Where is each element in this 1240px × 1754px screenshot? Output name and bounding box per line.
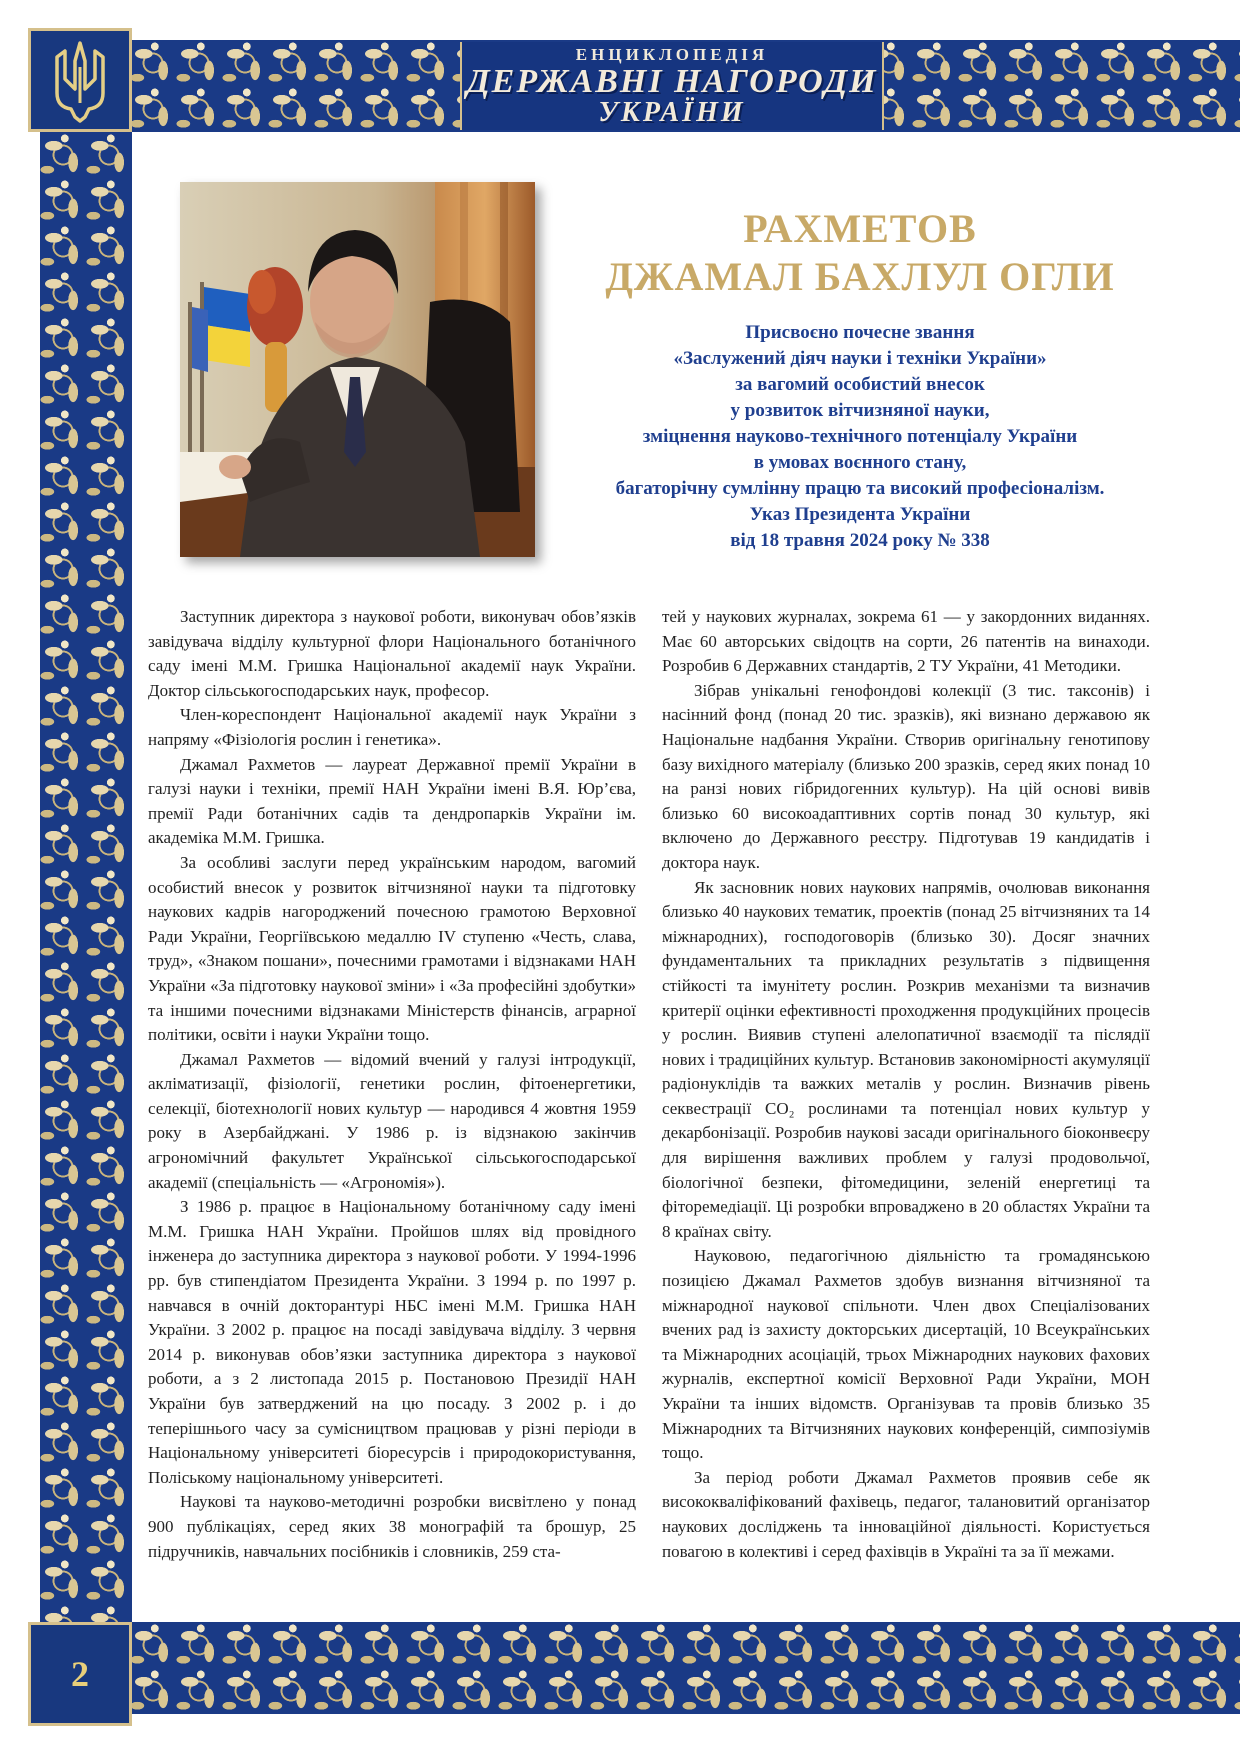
paragraph: Наукові та науково-методичні розробки висвітлено у понад 900 публікаціях, серед яких 38 монографій та брошур, 25 підручників, навчальних посібників і словників, 259 ста- [148,1492,636,1561]
award-line: Присвоєно почесне звання [745,322,975,343]
award-line: «Заслужений діяч науки і техніки України» [673,348,1047,369]
paragraph: Член-кореспондент Національної академії наук України з напряму «Фізіологія рослин і генетика». [148,705,636,749]
award-line: у розвиток вітчизняної науки, [730,400,990,421]
person-surname: РАХМЕТОВ [743,206,977,251]
award-line: багаторічну сумлінну працю та високий професіоналізм. [615,478,1105,499]
header-title-line1: ДЕРЖАВНІ НАГОРОДИ [466,63,878,100]
paragraph: Заступник директора з наукової роботи, виконувач обов’язків завідувача відділу культурної флори Національного ботанічного саду імені М.М. Гришка Національної академії наук України. Доктор сільськогосподарських наук, професор. [148,607,636,700]
header-series: ЕНЦИКЛОПЕДІЯ [575,45,769,64]
award-line: від 18 травня 2024 року № 338 [730,530,990,551]
award-line: за вагомий особистий внесок [735,374,985,395]
person-given-name: ДЖАМАЛ БАХЛУЛ ОГЛИ [605,254,1115,299]
award-line: Указ Президента України [749,504,971,525]
award-line: зміцнення науково-технічного потенціалу України [642,426,1078,447]
paragraph-continued: тей у наукових журналах, зокрема 61 — у закордонних виданнях. Має 60 авторських свідоцтв на сорти, 26 патентів на винаходи. Розробив 6 Державних стандартів, 2 ТУ України, 41 Методики. [662,607,1150,676]
paragraph: Як засновник нових наукових напрямів, очолював виконання близько 40 наукових тематик, проектів (понад 25 вітчизняних та 14 міжнародних), господоговорів (близько 30). Досяг значних фундаментальних та прикладних результатів з підвищення стійкості та імунітету рослин. Розкрив механізми та визначив критерії оцінки ефективності проходження продукційних процесів у рослин. Виявив ступені алелопатичної взаємодії та післядії нових і традиційних культур. Встановив закономірності акумуляції радіонуклідів та важких металів у рослин. Визначив рівень секвестрації CO₂ рослинами та потенціал нових культур у декарбонізації. Розробив наукові засади оригінального біоконвеєру для вирішення важливих проблем у галузі продовольчої, біологічної безпеки, фітомедицини, зеленій енергетиці та фіторемедіації. Ці розробки впроваджено в 20 областях України та 8 країнах світу. [662,877,1150,1241]
paragraph: Джамал Рахметов — відомий вчений у галузі інтродукції, акліматизації, фізіології, генетики рослин, фітоенергетики, селекції, біотехнології нових культур — народився 4 жовтня 1959 року в Азербайджані. У 1986 р. із відзнакою закінчив агрономічний факультет Української сільськогосподарської академії (спеціальність — «Агрономія»). [148,1049,636,1192]
paragraph: Джамал Рахметов — лауреат Державної премії України в галузі науки і техніки, премії НАН України імені В.Я. Юр’єва, премії Ради ботанічних садів та дендропарків України ім. академіка М.М. Гришка. [148,754,636,848]
person-name [580,205,1140,301]
encyclopedia-header [460,42,884,130]
page-number-box [28,1622,132,1726]
paragraph: Науковою, педагогічною діяльністю та громадянською позицією Джамал Рахметов здобув визнання вітчизняної та міжнародної наукової спільноти. Член двох Спеціалізованих вчених рад із захисту докторських дисертацій, 10 Всеукраїнських та Міжнародних асоціацій, трьох Міжнародних наукових фахових журналів, експертної комісії Верховної Ради України, МОН України та інших відомств. Організував та провів близько 35 Міжнародних та Вітчизняних наукових конференцій, симпозіумів тощо. [662,1246,1150,1463]
paragraph: За період роботи Джамал Рахметов проявив себе як висококваліфікований фахівець, педагог, талановитий організатор наукових досліджень та інноваційної діяльності. Користується повагою в колективі і серед фахівців в Україні та за її межами. [662,1467,1150,1561]
body-column-left [148,605,636,1564]
trident-icon [49,37,111,123]
left-ornament-band [40,40,132,1714]
award-text [580,320,1140,554]
award-line: в умовах воєнного стану, [753,452,967,473]
bottom-ornament-band [130,1622,1240,1714]
page-number: 2 [71,1654,89,1694]
header-title-line2: УКРАЇНИ [598,97,746,128]
portrait-photo [180,182,535,557]
paragraph: З 1986 р. працює в Національному ботанічному саду імені М.М. Гришка НАН України. Пройшов шлях від провідного інженера до заступника директора з наукової роботи. У 1994-1996 рр. був стипендіатом Президента України. З 1994 р. по 1997 р. навчався в очній докторантурі НБС імені М.М. Гришка НАН України. З 2002 р. працює на посаді завідувача відділу. З червня 2014 р. виконував обов’язки заступника директора з наукової роботи, а з 2 листопада 2015 р. Постановою Президії НАН України був затверджений на цю посаду. З 2002 р. і до теперішнього часу за сумісництвом працював у різні періоди в Національному університеті біоресурсів і природокористування, Поліському національному університеті. [148,1197,636,1487]
paragraph: Зібрав унікальні генофондові колекції (3 тис. таксонів) і насінний фонд (понад 20 тис. зразків), які визнано державою як Національне надбання України. Створив оригінальну генотипову базу вихідного матеріалу (близько 200 зразків, серед яких понад 10 на ранзі нових гібридогенних культур). На цій основі вивів близько 60 високоадаптивних сортів понад 30 культур, які включено до Державного реєстру. Підготував 19 кандидатів і доктора наук. [662,680,1150,872]
crest-box [28,28,132,132]
paragraph: За особливі заслуги перед українським народом, вагомий особистий внесок у розвиток вітчизняної науки та підготовку наукових кадрів нагороджений почесною грамотою Верховної Ради України, Георгіївською медаллю IV ступеню «Честь, слава, труд», «Знаком пошани», почесними грамотами і відзнаками НАН України «За підготовку наукової зміни» і «За професійні здобутки» та іншими почесними відзнаками Міністерств фінансів, аграрної політики, освіти і науки України тощо. [148,852,636,1045]
body-column-right [662,605,1150,1564]
